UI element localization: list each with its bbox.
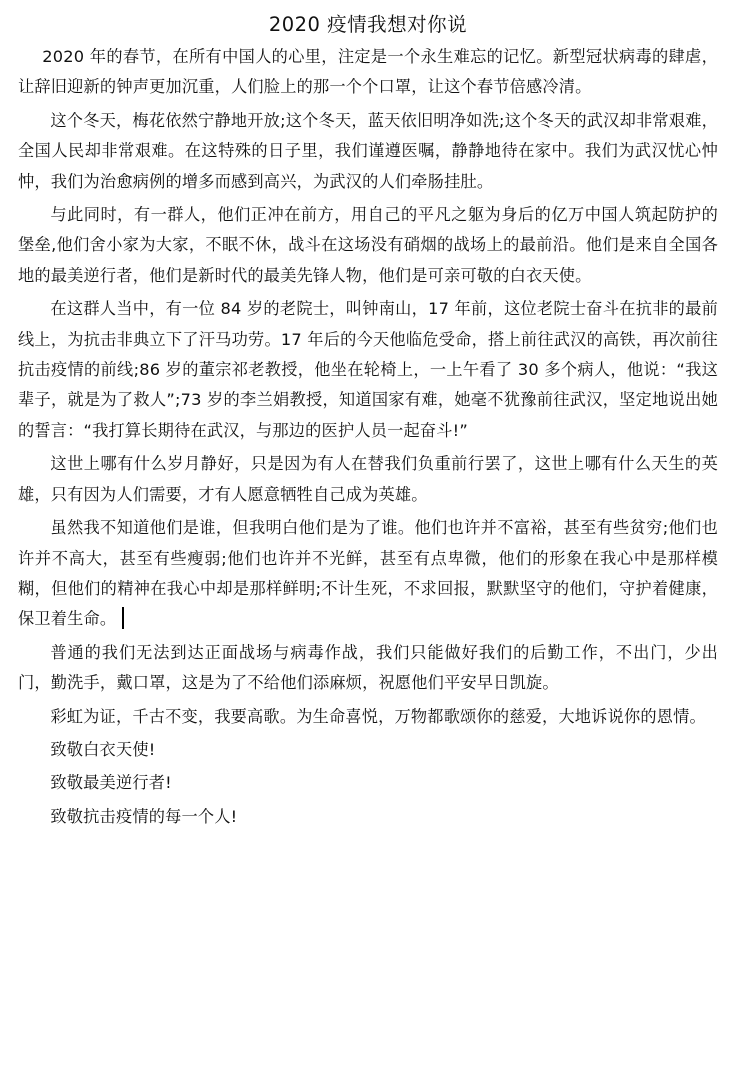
closing-line-3: 致敬抗击疫情的每一个人! (50, 806, 238, 826)
paragraph-8: 彩虹为证，千古不变，我要高歌。为生命喜悦，万物都歌颂你的慈爱，大地诉说你的恩情。 (50, 706, 706, 726)
closing-line-2: 致敬最美逆行者! (50, 773, 172, 793)
paragraph-2: 这个冬天，梅花依然宁静地开放;这个冬天，蓝天依旧明净如洗;这个冬天的武汉却非常艰难，全国人民却非常艰难。在这特殊的日子里，我们谨遵医嘱，静静地待在家中。我们为武汉忧心忡忡，我们为治愈病例的增多而感到高兴，为武汉的人们牵肠挂肚。 (18, 110, 718, 191)
document-body (18, 10, 718, 835)
paragraph-3: 与此同时，有一群人，他们正冲在前方，用自己的平凡之躯为身后的亿万中国人筑起防护的堡垒,他们舍小家为大家，不眠不休，战斗在这场没有硝烟的战场上的最前沿。他们是来自全国各地的最美逆行者，他们是新时代的最美先锋人物，他们是可亲可敬的白衣天使。 (18, 205, 718, 285)
text-cursor (122, 607, 124, 629)
closing-line-1: 致敬白衣天使! (50, 739, 156, 759)
paragraph-6-text: 虽然我不知道他们是谁，但我明白他们是为了谁。他们也许并不富裕，甚至有些贫穷;他们也许并不高大，甚至有些瘦弱;他们也许并不光鲜，甚至有点卑微，他们的形象在我心中是那样模糊，但他们的精神在我心中却是那样鲜明;不计生死，不求回报，默默坚守的他们，守护着健康，保卫着生命。 (18, 518, 718, 629)
paragraph-6[interactable] (18, 513, 718, 635)
paragraph-1: 2020 年的春节，在所有中国人的心里，注定是一个永生难忘的记忆。新型冠状病毒的肆虐，让辞旧迎新的钟声更加沉重，人们脸上的那一个个口罩，让这个春节倍感冷清。 (18, 47, 718, 97)
document-title: 2020 疫情我想对你说 (268, 13, 468, 36)
paragraph-4: 在这群人当中，有一位 84 岁的老院士，叫钟南山，17 年前，这位老院士奋斗在抗非的最前线上，为抗击非典立下了汗马功劳。17 年后的今天他临危受命，搭上前往武汉的高铁，再次前往抗击疫情的前线;86 岁的董宗祁老教授，他坐在轮椅上，一上午看了 30 多个病人，他说：“我这辈子，就是为了救人”;73 岁的李兰娟教授，知道国家有难，她毫不犹豫前往武汉，坚定地说出她的誓言：“我打算长期待在武汉，与那边的医护人员一起奋斗!” (18, 299, 718, 440)
paragraph-7: 普通的我们无法到达正面战场与病毒作战，我们只能做好我们的后勤工作，不出门，少出门，勤洗手，戴口罩，这是为了不给他们添麻烦，祝愿他们平安早日凯旋。 (18, 642, 718, 693)
paragraph-5: 这世上哪有什么岁月静好，只是因为有人在替我们负重前行罢了，这世上哪有什么天生的英雄，只有因为人们需要，才有人愿意牺牲自己成为英雄。 (18, 454, 718, 504)
